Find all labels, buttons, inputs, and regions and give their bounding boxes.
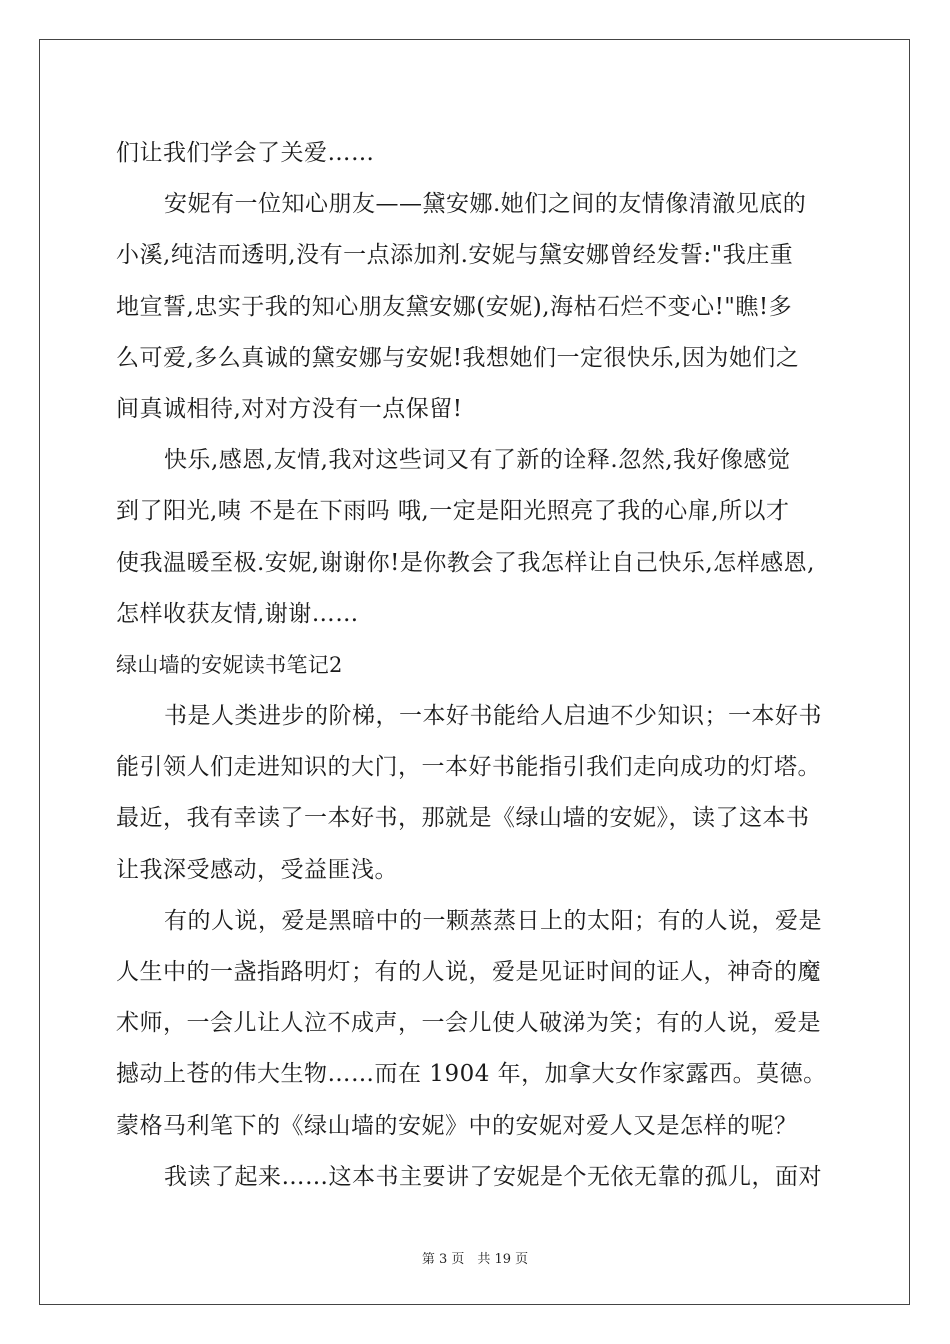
text-line-8: 到了阳光,咦 不是在下雨吗 哦,一定是阳光照亮了我的心扉,所以才 <box>116 498 790 525</box>
text-line-6: 间真诚相待,对对方没有一点保留! <box>116 395 463 422</box>
text-line-4: 地宣誓,忠实于我的知心朋友黛安娜(安妮),海枯石烂不变心!"瞧!多 <box>116 293 793 320</box>
text-line-13: 能引领人们走进知识的大门，一本好书能指引我们走向成功的灯塔。 <box>116 754 821 781</box>
text-line-5: 么可爱,多么真诚的黛安娜与安妮!我想她们一定很快乐,因为她们之 <box>116 344 800 371</box>
text-line-10: 怎样收获友情,谢谢…… <box>116 600 359 627</box>
text-line-1: 们让我们学会了关爱…… <box>116 140 375 166</box>
text-line-18: 术师，一会儿让人泣不成声，一会儿使人破涕为笑；有的人说，爱是 <box>116 1010 821 1037</box>
text-line-2: 安妮有一位知心朋友——黛安娜.她们之间的友情像清澈见底的 <box>164 191 807 218</box>
document-body <box>116 128 838 1203</box>
text-line-12: 书是人类进步的阶梯，一本好书能给人启迪不少知识；一本好书 <box>164 703 822 730</box>
text-line-7: 快乐,感恩,友情,我对这些词又有了新的诠释.忽然,我好像感觉 <box>164 447 791 474</box>
text-line-15: 让我深受感动，受益匪浅。 <box>116 856 398 883</box>
text-line-16: 有的人说，爱是黑暗中的一颗蒸蒸日上的太阳；有的人说，爱是 <box>164 907 822 934</box>
page-footer: 第 3 页 共 19 页 <box>421 1252 529 1267</box>
text-line-20: 蒙格马利笔下的《绿山墙的安妮》中的安妮对爱人又是怎样的呢？ <box>116 1112 798 1139</box>
text-line-3: 小溪,纯洁而透明,没有一点添加剂.安妮与黛安娜曾经发誓:"我庄重 <box>116 242 794 269</box>
text-line-21: 我读了起来……这本书主要讲了安妮是个无依无靠的孤儿，面对 <box>164 1163 822 1190</box>
text-line-17: 人生中的一盏指路明灯；有的人说，爱是见证时间的证人，神奇的魔 <box>116 959 821 985</box>
section-title: 绿山墙的安妮读书笔记2 <box>116 652 343 677</box>
text-line-9: 使我温暖至极.安妮,谢谢你!是你教会了我怎样让自己快乐,怎样感恩, <box>116 549 815 576</box>
text-line-19: 撼动上苍的伟大生物……而在 1904 年，加拿大女作家露西。莫德。 <box>116 1061 827 1088</box>
text-line-14: 最近，我有幸读了一本好书，那就是《绿山墙的安妮》，读了这本书 <box>116 805 810 832</box>
